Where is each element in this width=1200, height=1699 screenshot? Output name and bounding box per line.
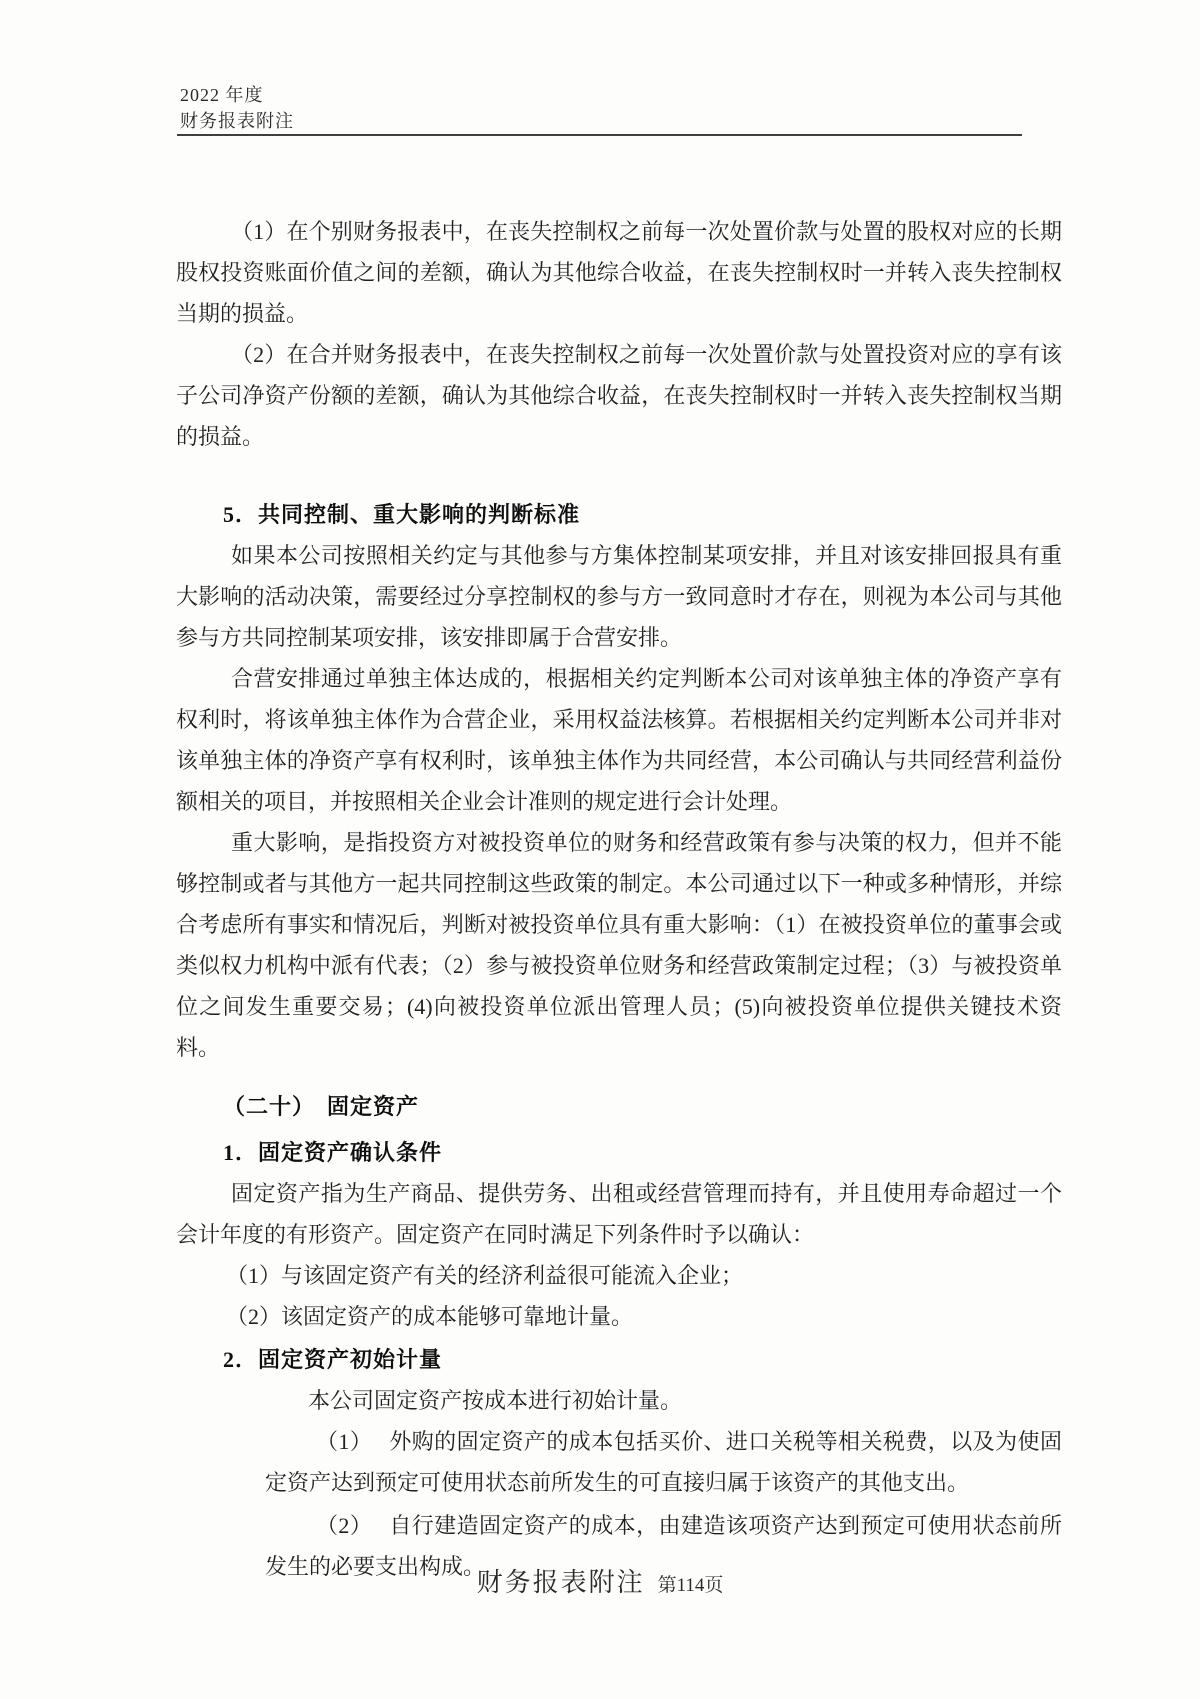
item-marker: （2）: [316, 1513, 373, 1538]
header-divider: [177, 134, 1022, 136]
header-title-line: 财务报表附注: [180, 111, 294, 131]
paragraph-significant-influence: 重大影响，是指投资方对被投资单位的财务和经营政策有参与决策的权力，但并不能够控制或者与其他方一起共同控制这些政策的制定。本公司通过以下一种或多种情形，并综合考虑所有事实和情况后，判断对被投资单位具有重大影响：（1）在被投资单位的董事会或类似权力机构中派有代表；（2）参与被投资单位财务和经营政策制定过程；（3）与被投资单位之间发生重要交易；(4)向被投资单位派出管理人员；(5)向被投资单位提供关键技术资料。: [176, 830, 1062, 1060]
paragraph-fixed-asset-definition: 固定资产指为生产商品、提供劳务、出租或经营管理而持有，并且使用寿命超过一个会计年度的有形资产。固定资产在同时满足下列条件时予以确认：: [176, 1181, 1062, 1247]
paragraph-cost-measurement: 本公司固定资产按成本进行初始计量。: [308, 1388, 683, 1413]
paragraph-joint-arrangement: 合营安排通过单独主体达成的，根据相关约定判断本公司对该单独主体的净资产享有权利时，将该单独主体作为合营企业，采用权益法核算。若根据相关约定判断本公司并非对该单独主体的净资产享有权利时，该单独主体作为共同经营，本公司确认与共同经营利益份额相关的项目，并按照相关企业会计准则的规定进行会计处理。: [176, 666, 1062, 814]
paragraph-disposal-individual: （1）在个别财务报表中，在丧失控制权之前每一次处置价款与处置的股权对应的长期股权投资账面价值之间的差额，确认为其他综合收益，在丧失控制权时一并转入丧失控制权当期的损益。: [176, 219, 1062, 326]
section-heading-joint-control: 5．共同控制、重大影响的判断标准: [223, 502, 581, 527]
list-item-economic-benefit: （1）与该固定资产有关的经济利益很可能流入企业；: [226, 1263, 744, 1288]
header-year-line: 2022 年度: [180, 85, 264, 105]
subheading-initial-measurement: 2．固定资产初始计量: [223, 1347, 443, 1372]
footer-page-number: 第114页: [657, 1575, 724, 1596]
paragraph-disposal-consolidated: （2）在合并财务报表中，在丧失控制权之前每一次处置价款与处置投资对应的享有该子公司净资产份额的差额，确认为其他综合收益，在丧失控制权时一并转入丧失控制权当期的损益。: [176, 342, 1062, 449]
list-item-cost-measurable: （2）该固定资产的成本能够可靠地计量。: [226, 1304, 634, 1329]
page-header: [180, 82, 294, 134]
footer-title: 财务报表附注: [476, 1568, 645, 1597]
section-heading-fixed-assets: （二十） 固定资产: [223, 1094, 420, 1119]
paragraph-joint-control-definition: 如果本公司按照相关约定与其他参与方集体控制某项安排，并且对该安排回报具有重大影响的活动决策，需要经过分享控制权的参与方一致同意时才存在，则视为本公司与其他参与方共同控制某项安排，该安排即属于合营安排。: [176, 543, 1062, 650]
subheading-recognition-criteria: 1．固定资产确认条件: [223, 1140, 443, 1165]
item-marker: （1）: [316, 1429, 373, 1454]
page-footer: [0, 1562, 1200, 1599]
numbered-paragraph-purchased-assets: [265, 1421, 1062, 1503]
item-text: 自行建造固定资产的成本，由建造该项资产达到预定可使用状态前所发生的必要支出构成。: [265, 1513, 1062, 1579]
item-text: 外购的固定资产的成本包括买价、进口关税等相关税费，以及为使固定资产达到预定可使用状态前所发生的可直接归属于该资产的其他支出。: [265, 1429, 1062, 1495]
document-body: [176, 211, 1062, 1587]
